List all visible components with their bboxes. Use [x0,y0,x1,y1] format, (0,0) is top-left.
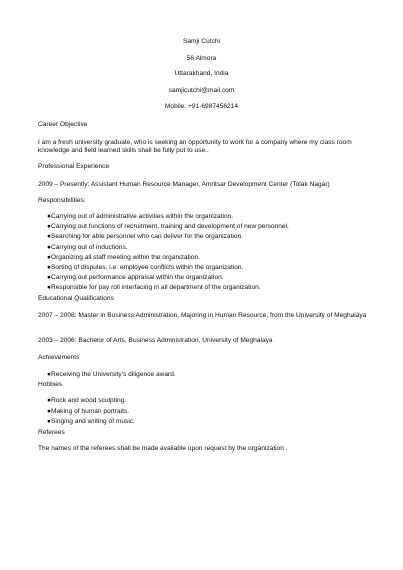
education-entry: 2007 – 2008: Master in Business Administration, Majoring in Human Resource, from the University of Meghalaya [38,312,367,319]
list-item: ●Receiving the University's diligence award. [47,371,176,378]
contact-region: Uttarakhand, India [174,70,229,77]
education-entry: 2003 – 2006: Bachelor of Arts, Business Administration, University of Meghalaya [38,337,273,344]
contact-email: samjicutchi@mail.com [168,87,235,94]
experience-position: 2009 – Presently: Assistant Human Resource Manager, Amritsar Development Center (Tolak Nagar) [38,181,330,188]
list-item: ●Rock and wood sculpting. [47,397,127,404]
list-item: ●Singing and writing of music. [47,418,135,425]
list-item: ●Making of human portraits. [47,408,130,415]
responsibilities-heading: Responsibilities: [38,197,86,204]
list-item: ●Searching for able personnel who can deliver for the organization. [47,233,244,240]
list-item: ●Carrying out performance appraisal within the organization. [47,274,224,281]
hobbies-heading: Hobbies [38,381,63,388]
list-item: ●Organizing all staff meeting within the organization. [47,254,201,261]
professional-experience-heading: Professional Experience [38,163,110,170]
career-objective-text: I am a fresh university graduate, who is seeking an opportunity to work for a company where my class room knowledge and field learned skills shall be fully put to use.. [38,139,352,154]
referees-heading: Referees [38,429,65,436]
list-item: ●Responsible for pay roll interfacing in all department of the organization. [47,284,261,291]
list-item: ●Carrying out of inductions. [47,244,128,251]
career-objective-heading: Career Objective [38,121,88,128]
contact-mobile: Mobile: +91-6987456214 [164,103,239,110]
referees-text: The names of the referees shall be made available upon request by the organization . [38,445,288,452]
list-item: ●Sorting of disputes, i.e. employee conflicts within the organization. [47,264,244,271]
education-heading: Educational Qualifications [38,295,114,302]
contact-address: 56 Almora [186,55,217,62]
list-item: ●Carrying out functions of recruitment, training and development of new personnel. [47,223,289,230]
contact-name: Samji Cutchi [182,38,220,45]
achievements-heading: Achievements [38,354,80,361]
list-item: ●Carrying out of administrative activities within the organization. [47,213,234,220]
